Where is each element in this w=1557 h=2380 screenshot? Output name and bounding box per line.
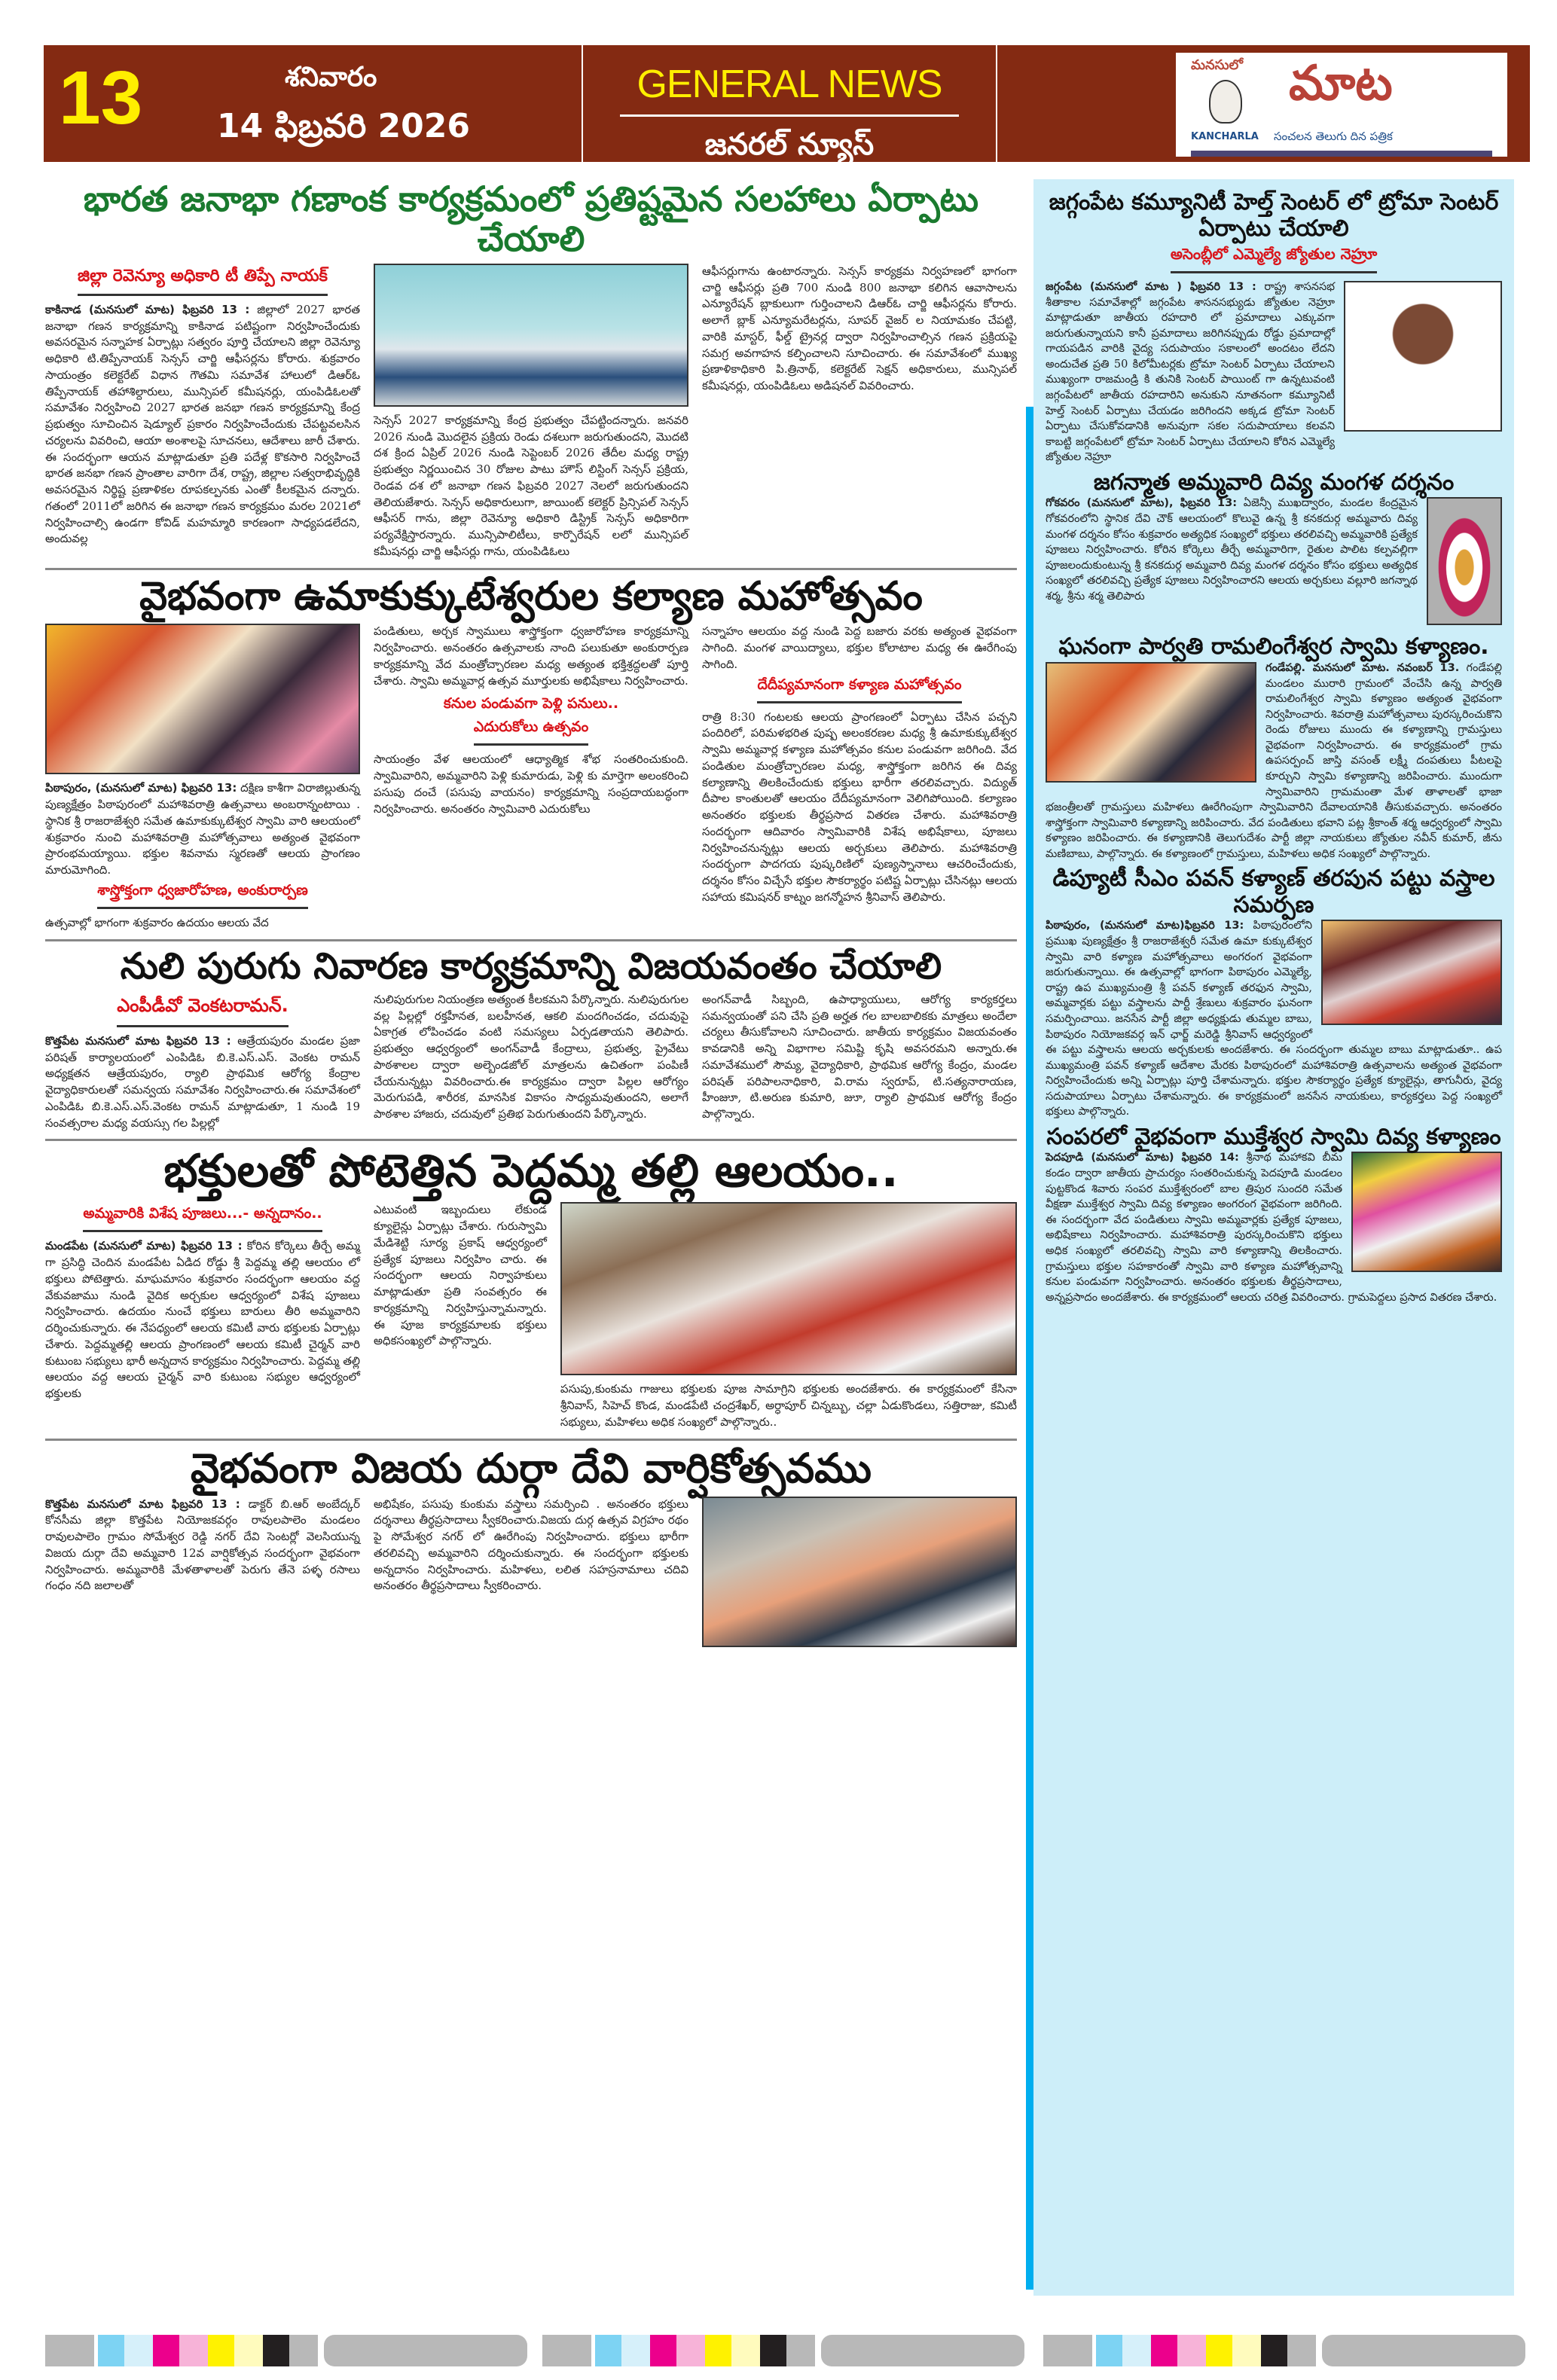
deworming-column-3-wrap: [702, 992, 1017, 1123]
sidebar-sampara: [1046, 1124, 1502, 1305]
trauma-headline: జగ్గంపేట కమ్యూనిటీ హెల్త్ సెంటర్ లో ట్రోమా సెంటర్ ఏర్పాటు చేయాలి: [1049, 189, 1499, 242]
article-umakukkuteswara: [45, 570, 1017, 941]
sampara-kalyanam-photo: [1351, 1152, 1502, 1272]
section-title-telugu: జనరల్ న్యూస్: [704, 127, 875, 162]
deworming-column-2: నులిపురుగుల నియంత్రణ అత్యంత కీలకమని పేర్కొన్నారు. నులిపురుగుల వల్ల పిల్లల్లో రక్తహీనత, బలహీనత, ఆకలి మందగించడం, చదువుపై ఏకాగ్రత లోపించడం వంటి సమస్యలు ఏర్పడతాయని తెలిపారు. ప్రభుత్వం ఆధ్వర్యంలో అంగన్‌వాడీ కేంద్రాలు, ప్రభుత్వ, ప్రైవేటు పాఠశాలల ద్వారా అల్బెండజోల్ మాత్రలను ఉచితంగా పంపిణీ చేయనున్నట్లు వివరించారు.ఈ కార్యక్రమం ద్వారా పిల్లల ఆరోగ్యం మెరుగుపడి, శారీరక, మానసిక వికాసం సాధ్యమవుతుందని, అలాగే పాఠశాల హాజరు, చదువులో ప్రతిభ పెరుగుతుందని పేర్కొన్నారు.: [374, 992, 688, 1121]
umakukkuteswara-column-2-wrap: [374, 624, 688, 817]
umakukkuteswara-column-1: [45, 780, 360, 879]
durga-column-1: [45, 1497, 360, 1595]
deworming-dateline: కొత్తపేట మనసులో మాట ఫిబ్రవరి 13 :: [45, 1033, 231, 1048]
peddamma-column-3-wrap: [560, 1202, 1017, 1430]
peddamma-photo: [560, 1202, 1017, 1375]
umakukkuteswara-headline: వైభవంగా ఉమాకుక్కుటేశ్వరుల కల్యాణ మహోత్సవం: [139, 573, 923, 619]
parvathi-dateline: గండేపల్లి. మనసులో మాట. నవంబర్ 13.: [1265, 661, 1460, 674]
umakukkuteswara-column-3b: రాత్రి 8:30 గంటలకు ఆలయ ప్రాంగణంలో ఏర్పాటు చేసిన పచ్చని పందిరిలో, పరిమళభరిత పుష్ప అలంకరణల మధ్య శ్రీ ఉమాకుక్కుటేశ్వర స్వామి అమ్మవార్ల కళ్యాణ మహోత్సవం కనుల పండువగా జరిగింది. వేద పండితుల మంత్రోచ్చారణల మధ్య, శాస్త్రోక్తంగా జరిగిన ఈ దివ్య కల్యాణాన్ని తిలకించేందుకు భక్తులు భారీగా తరలివచ్చారు. విద్యుత్ దీపాల కాంతులతో ఆలయం దేదీప్యమానంగా వెలిగిపోయింది. కల్యాణం అనంతరం భక్తులకు తీర్థప్రసాద వితరణ చేశారు. మహాశివరాత్రి సందర్భంగా ఆదివారం స్వామివారికి విశేష అభిషేకాలు, పూజలు నిర్వహించనున్నట్లు ఆలయ అర్చకులు తెలిపారు. మహాశివరాత్రి సందర్భంగా పాదగయ పుష్కరిణిలో పుణ్యస్నానాలు ఆచరించేందుకు, దర్శనం కోసం విచ్చేసే భక్తుల సౌకర్యార్థం పటిష్ట ఏర్పాట్లు చేసినట్లు ఆలయ సహాయ కమిషనర్ కాట్నం జగన్మోహన శ్రీనివాస్ తెలిపారు.: [702, 709, 1017, 904]
article-durga: [45, 1441, 1017, 1661]
trauma-text: రాష్ట్ర శాసనసభ శీతాకాల సమావేశాల్లో జగ్గంపేట శాసనసభ్యుడు జ్యోతుల నెహ్రూ మాట్లాడుతూ జాతీయ రహదారి లో ప్రమాదాలు ఎక్కువగా జరుగుతున్నాయని కానీ ప్రమాదాలు జరిగినప్పుడు రోడ్డు ప్రమాదాల్లో గాయపడిన వారికి వైద్య సదుపాయం సకాలంలో అందటం లేదని అందుచేత ప్రతి 50 కిలోమీటర్లకు ట్రోమా సెంటర్ ఏర్పాటు చేయాలని ముఖ్యంగా రాజమండ్రి కి తునికి సెంటర్ పాయింట్ గా ఉన్నటువంటి జగ్గంపేటలో జాతీయ రహదారిని అనుకుని నూతనంగా కమ్యూనిటీ హెల్త్ సెంటర్ ఏర్పాటు చేయడం జరిగిందని అక్కడ ట్రోమా సెంటర్ ఏర్పాటు చేసుకోవడానికి అనువుగా సకల సదుపాయాలు కలవని కాబట్టి జగ్గంపేటలో ట్రోమా సెంటర్ ఏర్పాటు చేయాలని కోరిన ఎమ్మెల్యే జ్యోతుల నెహ్రూ: [1046, 281, 1335, 464]
masthead: [44, 45, 1530, 162]
peddamma-column-1-wrap: [45, 1202, 360, 1402]
census-dateline: కాకినాడ (మనసులో మాట) ఫిబ్రవరి 13 :: [45, 302, 250, 316]
jaganmatha-deity-photo: [1427, 497, 1502, 625]
census-column-1: [45, 302, 360, 548]
durga-headline: వైభవంగా విజయ దుర్గా దేవి వార్షికోత్సవము: [191, 1444, 872, 1492]
sidebar-pawan: [1046, 866, 1502, 1120]
census-text-1: జిల్లాలో 2027 భారత జనాభా గణన కార్యక్రమాన్ని కాకినాడ పటిష్టంగా నిర్వహించేందుకు అవసరమైన సన్నాహక ఏర్పాట్లు సత్వరం పూర్తి చేయాలని జిల్లా రెవెన్యూ అధికారి టి.తిప్పేనాయక్ సెన్సస్ చార్జి ఆఫీసర్లను కోరారు. శుక్రవారం సాయంత్రం కలెక్టరేట్ విధాన గౌతమి సమావేశ హాలులో డిఆర్ఓ తిప్పేనాయక్ తహాశిల్దారులు, మున్సిపల్ కమీషనర్లు, యంపిడిఓలతో సమావేశం నిర్వహించి 2027 భారత జనభా గణన కార్యక్రమాన్ని కేంద్ర ప్రభుత్వం సూచించిన షెడ్యూల్ ప్రకారం నిర్వహించేందుకు చేపట్టవలసిన చర్యలను వివరించి, ఆయా అంశాలపై సూచనలు, ఆదేశాలు జారీ చేశారు. ఈ సందర్భంగా ఆయన మాట్లాడుతూ ప్రతి పదేళ్ల కొకసారి నిర్వహించే భారత జనభా గణన ప్రాంతాల వారిగా దేశ, రాష్ట్ర, జిల్లాల సత్వరాభివృద్ధికి అవసరమైన నిర్థిష్ట ప్రణాళికల రూపకల్పనకు ఎంతో కీలకమైన దన్నారు. గతంలో 2011లో జరిగిన ఈ జనాభా గణన కార్యక్రమం మరల 2021లో నిర్వహించాల్సి ఉండగా కోవిడ్ మహమ్మారి కారణంగా సాధ్యపడలేదని, అందువల్ల: [45, 302, 360, 546]
census-column-3-wrap: [702, 264, 1017, 395]
peddamma-column-2: ఎటువంటి ఇబ్బందులు లేకుండ క్యూలైన్లు ఏర్పాట్లు చేశారు. గురుస్వామి మేడిశెట్టి సూర్య ప్రకాష్ ఆధ్వర్యంలో ప్రత్యేక పూజలు నిర్వహిం చారు. ఈ సందర్భంగా ఆలయ నిర్వాహకులు మాట్లాడుతూ ప్రతి సంవత్సరం ఈ కార్యక్రమాన్ని నిర్వహిస్తున్నామన్నారు. ఈ పూజ కార్యక్రమాలకు భక్తులు అధికసంఖ్యలో పాల్గొన్నారు.: [374, 1203, 547, 1348]
trauma-mla-photo: [1344, 281, 1502, 432]
durga-column-2: అభిషేకం, పసుపు కుంకుమ వస్త్రాలు సమర్పించి . అనంతరం భక్తులు దర్శనాలు తీర్థప్రసాదాలు స్వీకరించారు.విజయ దుర్గ ఉత్సవ విగ్రహం రథం పై సోమేశ్వర నగర్ లో ఊరేగింపు నిర్వహించారు. భక్తులు భారీగా తరలివచ్చి అమ్మవారిని దర్శించుకున్నారు. ఈ సందర్భంగా భక్తులకు అన్నదానం నిర్వహించారు. మహిళలు, లలిత సహస్రనామాలు చదివి అనంతరం తీర్థప్రసాదాలు స్వీకరించారు.: [374, 1497, 688, 1593]
sampara-headline: సంపరలో వైభవంగా ముక్తేశ్వర స్వామి దివ్య కళ్యాణం: [1046, 1123, 1501, 1150]
umakukkuteswara-column-3-wrap: [702, 624, 1017, 905]
logo-portrait-icon: [1209, 80, 1242, 124]
umakukkuteswara-column-2: పండితులు, అర్చక స్వాములు శాస్త్రోక్తంగా ధ్వజారోహణ కార్యక్రమాన్ని నిర్వహించారు. అనంతరం ఉత్సవాలకు నాంది పలుకుతూ అంకురార్పణ కార్యక్రమాన్ని వేద మంత్రోచ్చారణల మధ్య అత్యంత భక్తిశ్రద్ధలతో పూర్తి చేశారు. స్వామి అమ్మవార్ల ఉత్సవ మూర్తులకు అభిషేకాలు నిర్వహించారు.: [374, 624, 688, 688]
section-title-english: GENERAL NEWS: [637, 63, 942, 106]
durga-column-2-wrap: [374, 1497, 688, 1595]
umakukkuteswara-dateline: పిఠాపురం, (మనసులో మాట) ఫిబ్రవరి 13:: [45, 781, 237, 795]
umakukkuteswara-photo: [45, 624, 360, 774]
umakukkuteswara-column-2b: సాయంత్రం వేళ ఆలయంలో ఆధ్యాత్మిక శోభ సంతరించుకుంది. స్వామివారిని, అమ్మవారిని పెళ్లి కుమారుడు, పెళ్లి కు మార్తెగా అలంకరించి పసుపు దంచే (పసుపు వాయనం) కార్యక్రమాన్ని సంప్రదాయబద్ధంగా నిర్వహించారు. అనంతరం స్వామివారి ఎదురుకోలు: [374, 752, 688, 816]
census-headline: భారత జనాభా గణాంక కార్యక్రమంలో ప్రతిష్టమైన సలహాలు ఏర్పాటు చేయాలి: [83, 178, 979, 259]
article-peddamma: [45, 1141, 1017, 1440]
trauma-subhead: అసెంబ్లీలో ఎమ్మెల్యే జ్యోతుల నెహ్రూ: [1171, 245, 1377, 273]
pawan-dateline: పిఠాపురం, (మనసులో మాట)ఫిబ్రవరి 13:: [1046, 920, 1244, 932]
deworming-column-1: [45, 1033, 360, 1132]
umakukkuteswara-subhead-2b: ఎదురుకోలు ఉత్సవం: [474, 719, 588, 746]
census-column-3: ఆఫీసర్లుగాను ఉంటారన్నారు. సెన్సస్ కార్యక్రమ నిర్వహణలో భాగంగా చార్జి ఆఫీసర్లు ప్రతి 700 నుండి 800 జనాభా కలిగిన ఆవాసాలను ఎన్యూరేషన్ బ్లాకులుగా గుర్తించాలని డిఆర్ఓ చార్జి ఆఫీసర్లను కోరారు. అలాగే బ్లాక్ ఎన్యూమరేటర్లను, సూపర్ వైజర్ ల నియామకం చేపట్టి, వారికి మాస్టర్, ఫీల్డ్ ట్రైనర్ల ద్వారా నిర్వహించాల్సిన గణన ప్రక్రియపై సమగ్ర అవగాహన కల్పించాలని సూచించారు. ఈ సమావేశంలో ముఖ్య ప్రణాళికాధికారి పి.త్రినాథ్, కలెక్టరేట్ సెక్షన్ అధికారులు, మున్సిపల్ కమీషనర్లు, యంపిడిఓలు అడిషనల్ వివరించారు.: [702, 264, 1017, 393]
jaganmatha-dateline: గోకవరం (మనసులో మాట), ఫిబ్రవరి 13:: [1046, 497, 1237, 510]
print-color-bar: [1043, 2335, 1525, 2366]
masthead-logo-block: [997, 45, 1530, 162]
print-color-bar: [542, 2335, 1024, 2366]
logo-brand: KANCHARLA: [1191, 131, 1259, 142]
sampara-text: శ్రీనాథ మహాకవి బీమ కండం ద్వారా జాతీయ ప్రాచుర్యం సంతరించుకున్న పెదపూడి మండలం పుట్టకొండ శివారు సంపర ముక్తేశ్వరంలో బాల త్రిపుర సుందరి సమేత వీక్షణా ముక్తేశ్వర స్వామి దివ్య కళ్యాణం అంగరంగ వైభవంగా జరిగింది. ఈ సందర్భంగా వేద పండితులు స్వామి అమ్మవార్లకు ప్రత్యేక పూజలు, అభిషేకాలు నిర్వహించారు. మహాశివరాత్రి పురస్కరించుకొని భక్తులు అధిక సంఖ్యలో తరలివచ్చి స్వామి వారి కళ్యాణాన్ని తిలకించారు. గ్రామస్తులు భక్తుల సహకారంతో స్వామి వారి కళ్యాణ మహోత్సవాన్ని కనుల పండువగా నిర్వహించారు. అనంతరం భక్తులకు తీర్థప్రసాదాలు, అన్నప్రసాదం అందజేశారు. ఈ కార్యక్రమంలో ఆలయ చరిత్ర వివరించారు. గ్రామపెద్దలు ప్రసాద వితరణ చేశారు.: [1046, 1152, 1497, 1304]
masthead-date-block: [44, 45, 583, 162]
section-title-block: [583, 45, 997, 162]
main-articles: [45, 175, 1017, 2325]
durga-dateline: కొత్తపేట మనసులో మాట ఫిబ్రవరి 13 :: [45, 1497, 240, 1511]
umakukkuteswara-subhead-2a: కనుల పండువగా పెళ్లి పనులు..: [443, 695, 619, 712]
peddamma-column-2-wrap: [374, 1202, 547, 1350]
census-column-2: సెన్సస్ 2027 కార్యక్రమాన్ని కేంద్ర ప్రభుత్వం చేపట్టిందన్నారు. జనవరి 2026 నుండి మొదలైన ప్రక్రియ రెండు దశలుగా జరుగుతుందని, మొదటి దశ క్రింద ఏప్రిల్ 2026 నుండి సెప్టెంబర్ 2026 తేదీల మధ్య రాష్ట్ర ప్రభుత్వం నిర్ణయించిన 30 రోజుల పాటు హౌస్ లిస్టింగ్ సెన్సస్ ప్రక్రియ, రెండవ దశ లో జనాభా గణన ఫిబ్రవరి 2027 నెలలో జరుగుతుందని తెలియజేశారు. సెన్సస్ అధికారులుగా, జాయింట్ కలెక్టర్ ప్రిన్సిపల్ సెన్సస్ ఆఫీసర్ గాను, జిల్లా రెవెన్యూ అధికారి డిస్ట్రిక్ సెన్సస్ అధికారిగా పర్యవేక్షిస్తారన్నారు. మున్సిపాలిటీలు, కార్పొరేషన్ లలో మున్సిపల్ కమీషనర్లు చార్జి ఆఫీసర్లు గాను, యంపిడిఓలు: [374, 413, 688, 558]
sampara-dateline: పెదపూడి (మనసులో మాట) ఫిబ్రవరి 14:: [1046, 1152, 1239, 1164]
peddamma-subhead: అమ్మవారికి విశేష పూజలు...- అన్నదానం..: [83, 1205, 322, 1232]
deworming-column-1-wrap: [45, 992, 360, 1132]
pawan-body: పిఠాపురంలోని ప్రముఖ పుణ్యక్షేత్రం శ్రీ రాజరాజేశ్వరీ సమేత ఉమా కుక్కుటేశ్వర స్వామి వారి కళ్యాణ మహోత్సవాలు అంగరంగ వైభవంగా జరుగుతున్నాయి. ఈ ఉత్సవాల్లో భాగంగా పిఠాపురం ఎమ్మెల్యే, రాష్ట్ర ఉప ముఖ్యమంత్రి శ్రీ పవన్ కళ్యాణ్ తరఫున స్వామి, అమ్మవార్లకు పట్టు వస్త్రాలను పార్టీ శ్రేణులు శుక్రవారం ఘనంగా సమర్పించాయి. జనసేన పార్టీ జిల్లా అధ్యక్షుడు తుమ్మల బాబు, పిఠాపురం నియోజకవర్గ ఇన్ ఛార్జ్ మరెడ్డి శ్రీనివాస్ ఆధ్వర్యంలో ఈ పట్టు వస్త్రాలను ఆలయ అర్చకులకు అందజేశారు. ఈ సందర్భంగా తుమ్మల బాబు మాట్లాడుతూ.. ఉప ముఖ్యమంత్రి పవన్ కళ్యాణ్ ఆదేశాల మేరకు పిఠాపురంలో మహాశివరాత్రి ఉత్సవాలను అత్యంత వైభవంగా నిర్వహించేందుకు అన్ని ఏర్పాట్లు పూర్తి చేశామన్నారు. భక్తుల సౌకర్యార్థం ప్రత్యేక క్యూలైన్లు, తాగునీరు, వైద్య సదుపాయాలు ఏర్పాటు చేశామన్నారు. ఈ కార్యక్రమంలో జనసేన నాయకులు, కార్యకర్తలు పెద్ద సంఖ్యలో భక్తులు పాల్గొన్నారు.: [1046, 920, 1502, 1118]
peddamma-text-1: కోరిన కోర్కెలు తీర్చే అమ్మ గా ప్రసిద్ధి చెందిన మండపేట ఏడిద రోడ్డు శ్రీ పెద్దమ్మ తల్లి ఆలయం లో భక్తులు పోటెత్తారు. మాఘమాసం శుక్రవారం సందర్భంగా ఆలయం వద్ద వేకువజాము నుండి వైదిక అర్చకుల ఆధ్వర్యంలో విశేష పూజలు నిర్వహించారు. ఉదయం నుంచే భక్తులు బారులు తీరి అమ్మవారిని దర్శించుకున్నారు. ఈ నేపధ్యంలో ఆలయ కమిటీ వారు భక్తులకు ఏర్పాట్లు చేశారు. పెద్దమ్మతల్లి ఆలయ ప్రాంగణంలో ఆలయ కమిటీ చైర్మన్ వారి కుటుంబ సభ్యులు భారీ అన్నదాన కార్యక్రమం నిర్వహించారు. పెద్దమ్మ తల్లి ఆలయం వద్ద ఆలయ చైర్మన్ వారి కుటుంబ సభ్యుల ఆధ్వర్యంలో భక్తులకు: [45, 1239, 361, 1401]
trauma-dateline: జగ్గంపేట (మనసులో మాట ) ఫిబ్రవరి 13 :: [1046, 281, 1256, 293]
deworming-text-1: ఆత్రేయపురం మండల ప్రజా పరిషత్ కార్యాలయంలో ఎంపిడిఓ బి.కె.ఎస్.ఎస్. వెంకట రామన్ అధ్యక్షతన ఆత్రేయపురం, ర్యాలి ప్రాథమిక ఆరోగ్య కేంద్రాల వైద్యాధికారులతో సమన్వయ సమావేశం నిర్వహించారు.ఈ సమావేశంలో ఎంపిడిఓ బి.కె.ఎస్.ఎస్.వెంకట రామన్ మాట్లాడుతూ, 1 నుండి 19 సంవత్సరాల మధ్య వయస్సు గల పిల్లల్లో: [45, 1033, 360, 1130]
logo-underline-bar: [1191, 151, 1492, 157]
sidebar-accent-strip: [1026, 407, 1033, 2290]
parvathi-body: గండేపల్లి మండలం మురారి గ్రామంలో వేంచేసి ఉన్న పార్వతి రామలింగేశ్వర స్వామి కళ్యాణం అత్యంత వైభవంగా నిర్వహించారు. శివరాత్రి మహోత్సవాలు పురస్కరించుకొని రెండు రోజులు ముందు ఈ కళ్యాణాన్ని గ్రామస్తులు వైభవంగా నిర్వహించారు. ఈ కార్యక్రమంలో గ్రామ ఉపసర్పంచ్ జాస్తి వసంత్ లక్ష్మీ దంపతులు పీటలపై కూర్చుని స్వామి కళ్యాణాన్ని జరిపించారు. ముందుగా స్వామివారిని గ్రామమంతా మేళ తాళాలతో భాజా భజంత్రీలతో గ్రామస్తులు మహిళలు ఊరేగింపుగా స్వామివారిని దేవాలయానికి తీసుకువచ్చారు. అనంతరం శాస్త్రోక్తంగా స్వామివారి కళ్యాణాన్ని జరిపించారు. వేద పండితులు భవాని పట్ల శ్రీకాంత్ శర్మ ఆధ్వర్యంలో స్వామి కళ్యాణం జరిపించారు. ఈ కళ్యాణానికి తెలుగుదేశం పార్టీ జిల్లా నాయకులు జ్యోతుల నవీన్ కుమార్, జీను మణిబాబు, పాల్గొన్నారు. ఈ కళ్యాణంలో గ్రామస్తులు, మహిళలు అధిక సంఖ్యలో పాల్గొన్నారు.: [1046, 661, 1503, 860]
article-deworming: [45, 941, 1017, 1142]
jaganmatha-text: ఏజెన్సీ ముఖద్వారం, మండల కేంద్రమైన గోకవరంలోని స్థానిక దేవి చౌక్ ఆలయంలో కొలువై ఉన్న శ్రీ కనకదుర్గ అమ్మవారు దివ్య మంగళ దర్శనం కోసం శుక్రవారం అత్యధిక సంఖ్యలో భక్తులు తరలివచ్చి అమ్మవారికి ప్రత్యేక పూజలు నిర్వహించారు. కోరిన కోర్కెలు తీర్చే అమ్మవారిగా, రైతుల పాలిట కల్పవల్లిగా పూజలందుకుంటున్న శ్రీ కనకదుర్గ అమ్మవారి దివ్య మంగళ దర్శనం కోసం భక్తులు అత్యధిక సంఖ్యలో తరలివచ్చి ప్రత్యేక పూజలు నిర్వహించారని ఆలయ అర్చకులు వల్లూరి జగన్నాథ శర్మ, శ్రీను శర్మ తెలిపారు: [1046, 497, 1418, 603]
deworming-headline: నులి పురుగు నివారణ కార్యక్రమాన్ని విజయవంతం చేయాలి: [120, 944, 942, 987]
deworming-column-2-wrap: [374, 992, 688, 1123]
section-divider: [620, 114, 959, 117]
peddamma-headline: భక్తులతో పోటెత్తిన పెద్దమ్మ తల్లి ఆలయం..: [163, 1145, 899, 1198]
sidebar-trauma: [1046, 190, 1502, 465]
umakukkuteswara-text-1: దక్షిణ కాశీగా విరాజిల్లుతున్న పుణ్యక్షేత్రం పిఠాపురంలో మహాశివరాత్రి ఉత్సవాలు అంబరాన్నంటాయి . స్థానిక శ్రీ రాజరాజేశ్వరి సమేత ఉమాకుక్కుటేశ్వర స్వామి వారి ఆలయంలో శుక్రవారం నుంచి మహాశివరాత్రి మహోత్సవాలు అత్యంత వైభవంగా ప్రారంభమయ్యాయి. భక్తుల శివనామ స్మరణతో ఆలయ ప్రాంగణం మారుమోగింది.: [45, 781, 360, 877]
newspaper-logo: [1176, 53, 1507, 157]
umakukkuteswara-column-1-wrap: [45, 624, 360, 931]
sidebar: [1033, 179, 1514, 2296]
census-column-2-wrap: [374, 264, 688, 560]
census-meeting-photo: [374, 264, 688, 407]
article-census: [45, 175, 1017, 570]
parvathi-headline: ఘనంగా పార్వతి రామలింగేశ్వర స్వామి కళ్యాణం.: [1058, 633, 1489, 661]
umakukkuteswara-subhead-3: దేదీప్యమానంగా కళ్యాణ మహోత్సవం: [757, 676, 961, 703]
masthead-day: శనివారం: [285, 62, 377, 93]
jaganmatha-headline: జగన్మాత అమ్మవారి దివ్య మంగళ దర్శనం: [1093, 468, 1455, 496]
print-color-bar: [45, 2335, 527, 2366]
page-number: 13: [59, 56, 143, 140]
pawan-offering-photo: [1321, 920, 1502, 1025]
peddamma-dateline: మండపేట (మనసులో మాట) ఫిబ్రవరి 13 :: [45, 1239, 243, 1253]
masthead-date: 14 ఫిబ్రవరి 2026: [217, 107, 470, 145]
durga-photo: [702, 1497, 1017, 1647]
peddamma-column-3: పసుపు,కుంకుమ గాజులు భక్తులకు పూజ సామాగ్రిని భక్తులకు అందజేశారు. ఈ కార్యక్రమంలో కేసినా శ్రీనివాస్, సిహెచ్ కొండ, మండపేటి చంద్రశేఖర్, అర్ధాపూర్ చిన్నబ్బు, చల్లా ఏడుకొండలు, సత్తిరాజు, కమిటీ సభ్యులు, మహిళలు అధిక సంఖ్యలో పాల్గొన్నారు..: [560, 1382, 1017, 1429]
parvathi-kalyanam-photo: [1046, 662, 1256, 783]
peddamma-column-1: [45, 1238, 360, 1402]
durga-column-3-wrap: [702, 1497, 1017, 1653]
umakukkuteswara-column-1b: ఉత్సవాల్లో భాగంగా శుక్రవారం ఉదయం ఆలయ వేద: [45, 915, 269, 929]
deworming-column-3: అంగన్‌వాడీ సిబ్బంది, ఉపాధ్యాయులు, ఆరోగ్య కార్యకర్తలు సమన్వయంతో పని చేసి ప్రతి అర్హత గల బాలబాలికకు మాత్రలు అందేలా చర్యలు తీసుకోవాలని సూచించారు. జాతీయ కార్యక్రమం విజయవంతం కావడానికి అన్ని విభాగాల సమిష్టి కృషి అవసరమని అన్నారు.ఈ సమావేశములో సౌమ్య, వైద్యాధికారి, ప్రాథమిక ఆరోగ్య కేంద్రం, మండల పరిషత్ పరిపాలనాధికారి, వి.రామ స్వరూప్, టి.సత్యనారాయణ, హీంజుూ, టి.అరుణ కుమారి, జుూ, ర్యాలి ప్రాథమిక ఆరోగ్య కేంద్రం పాల్గొన్నారు.: [702, 992, 1017, 1121]
durga-text-1: డాక్టర్ బి.ఆర్ అంబేద్కర్ కోనసీమ జిల్లా కొత్తపేట నియోజకవర్గం రావులపాలెం మండలం రావులపాలెం గ్రామం సోమేశ్వర రెడ్డి నగర్ దేవి సెంటర్లో వెలసియున్న విజయ దుర్గా దేవి అమ్మవారి 12వ వార్షికోత్సవ సందర్భంగా వైభవంగా నిర్వహించారు. అమ్మవారికి మేళతాళాలతో పెరుగు తేనె పళ్ళ రసాలు గంధం నది జలాలతో: [45, 1497, 360, 1593]
sidebar-jaganmatha: [1046, 470, 1502, 630]
logo-small-text: మనసులో: [1191, 57, 1244, 73]
umakukkuteswara-column-3: సన్నాహం ఆలయం వద్ద నుండి పెద్ద బజారు వరకు అత్యంత వైభవంగా సాగింది. మంగళ వాయిద్యాలు, భక్తుల కోలాటాల మధ్య ఈ ఊరేగింపు సాగింది.: [702, 624, 1017, 671]
logo-tagline: సంచలన తెలుగు దిన పత్రిక: [1274, 130, 1393, 143]
census-subhead: జిల్లా రెవెన్యూ అధికారి టీ తిప్పే నాయక్: [78, 267, 328, 296]
census-column-1-wrap: [45, 264, 360, 548]
pawan-headline: డిప్యూటీ సీఎం పవన్ కళ్యాణ్ తరపున పట్టు వస్త్రాల సమర్పణ: [1052, 865, 1495, 918]
deworming-subhead: ఎంపీడీవో వెంకటరామన్.: [117, 995, 289, 1027]
durga-column-1-wrap: [45, 1497, 360, 1595]
sidebar-parvathi: [1046, 634, 1502, 862]
umakukkuteswara-subhead-1: శాస్త్రోక్తంగా ధ్వజారోహణ, అంకురార్పణ: [97, 882, 308, 909]
logo-main-text: మాట: [1289, 56, 1393, 111]
